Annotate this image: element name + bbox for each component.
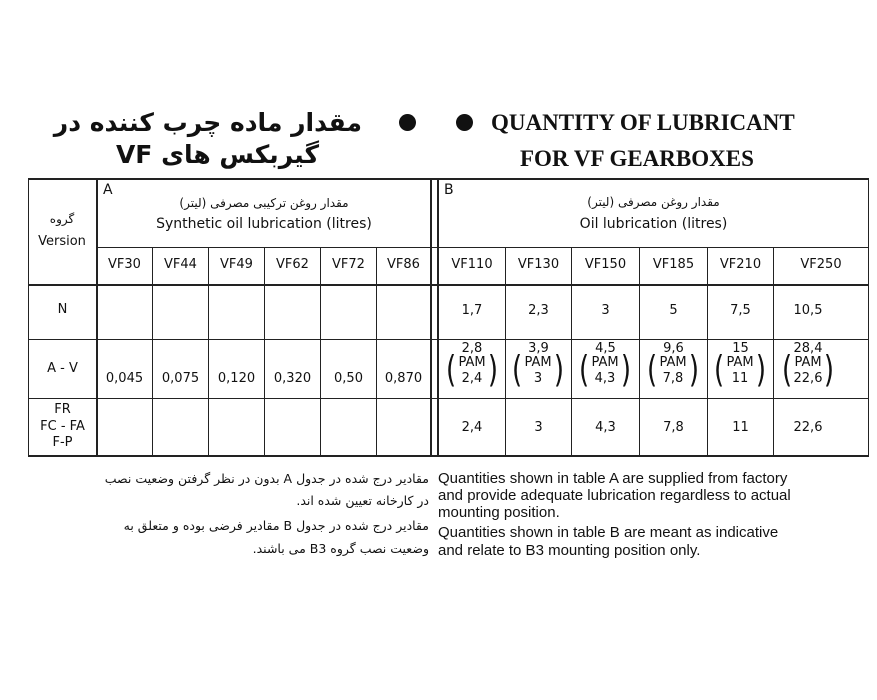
note-en-line3: mounting position. [438, 504, 560, 521]
row-label-av: A - V [47, 361, 78, 376]
bullet-icon [399, 114, 416, 131]
version-header-fa: گروه [49, 212, 75, 226]
table-b-col: VF110 [451, 257, 493, 272]
title-en-line1: QUANTITY OF LUBRICANT [491, 110, 795, 135]
table-a-letter: A [103, 182, 113, 198]
table-b-fr-value: 3 [534, 420, 543, 435]
table-b-av-top: 4,5 [595, 341, 616, 356]
table-b-av-bottom: 2,4 [461, 371, 483, 386]
pam-group [782, 355, 834, 403]
note-fa-line3: مقادیر درج شده در جدول B مقادیر فرضی بوده و متعلق به [123, 518, 429, 533]
table-b-av-top: 28,4 [793, 341, 823, 356]
table-a-value: 0,50 [334, 371, 363, 386]
table-b-av-bottom: 11 [731, 371, 749, 386]
table-a-value: 0,320 [273, 371, 312, 386]
note-en-line1: Quantities shown in table A are supplied from factory [438, 470, 788, 487]
table-b-av-bottom: 7,8 [662, 371, 684, 386]
table-b-n-value: 7,5 [730, 303, 751, 318]
table-a-col: VF86 [387, 257, 420, 272]
table-a-caption-en: Synthetic oil lubrication (litres) [156, 216, 372, 232]
table-b-av-top: 2,8 [461, 341, 483, 356]
note-fa-line2: در کارخانه تعیین شده اند. [296, 493, 429, 508]
table-b-col: VF130 [517, 257, 560, 272]
table-a-value: 0,120 [217, 371, 256, 386]
table-b-col: VF150 [584, 257, 627, 272]
table-a-col: VF49 [220, 257, 253, 272]
table-b-fr-value: 2,4 [461, 420, 483, 435]
note-en-line4: Quantities shown in table B are meant as indicative [438, 524, 779, 541]
table-b-av-bottom: 22,6 [793, 371, 823, 386]
table-b-av-top: 9,6 [663, 341, 684, 356]
pam-label: ( PAM [726, 355, 754, 370]
table-b-n-value: 1,7 [461, 303, 483, 318]
table-b-caption-fa: مقدار روغن مصرفی (لیتر) [587, 195, 720, 209]
table-b-col: VF185 [652, 257, 695, 272]
table-a-col: VF44 [164, 257, 197, 272]
table-b-av-top: 3,9 [528, 341, 549, 356]
row-label-fr: FR [54, 402, 71, 417]
table-b-caption-en: Oil lubrication (litres) [579, 216, 728, 232]
table-b-n-value: 2,3 [528, 303, 549, 318]
table-b-av-bottom: 3 [533, 371, 543, 386]
pam-group [579, 355, 631, 403]
row-label-n: N [57, 302, 68, 317]
table-a-col: VF72 [332, 257, 365, 272]
note-en-line2: and provide adequate lubrication regardless to actual [438, 487, 791, 504]
title-fa-line1: مقدار ماده چرب کننده در [53, 108, 362, 137]
pam-group [512, 355, 564, 403]
note-fa-line1: مقادیر درج شده در جدول A بدون در نظر گرفتن وضعیت نصب [104, 471, 429, 486]
pam-group [714, 355, 766, 403]
pam-label: ( PAM [659, 355, 687, 370]
table-b-n-value: 3 [601, 303, 610, 318]
table-b-n-value: 10,5 [793, 303, 823, 318]
table-b-letter: B [444, 182, 454, 198]
table-a-col: VF62 [276, 257, 309, 272]
row-label-fp: F-P [52, 435, 73, 450]
table-b-fr-value: 4,3 [595, 420, 616, 435]
pam-label: ( PAM [591, 355, 619, 370]
note-en-line5: and relate to B3 mounting position only. [438, 542, 701, 559]
table-a-value: 0,870 [384, 371, 423, 386]
title-fa-line2: گیربکس های VF [115, 140, 319, 169]
row-label-fc-fa: FC - FA [40, 419, 85, 434]
pam-label: ( PAM [458, 355, 486, 370]
table-b-col: VF250 [800, 257, 842, 272]
pam-group [647, 355, 699, 403]
table-a-col: VF30 [108, 257, 141, 272]
table-b-av-top: 15 [732, 341, 749, 356]
note-fa-line4: وضعیت نصب گروه B3 می باشند. [252, 541, 429, 556]
table-a-caption-fa: مقدار روغن ترکیبی مصرفی (لیتر) [179, 196, 349, 210]
table-b-fr-value: 11 [732, 420, 749, 435]
table-b-av-bottom: 4,3 [594, 371, 616, 386]
table-a-value: 0,075 [161, 371, 200, 386]
title-en-line2: FOR VF GEARBOXES [520, 146, 754, 171]
bullet-icon [456, 114, 473, 131]
pam-group [446, 355, 498, 403]
table-a-value: 0,045 [105, 371, 144, 386]
table-b-fr-value: 22,6 [793, 420, 823, 435]
table-b-n-value: 5 [669, 303, 678, 318]
version-header-en: Version [38, 234, 86, 249]
pam-label: ( PAM [524, 355, 552, 370]
table-b-fr-value: 7,8 [663, 420, 684, 435]
pam-label: ( PAM [794, 355, 822, 370]
table-b-col: VF210 [719, 257, 762, 272]
